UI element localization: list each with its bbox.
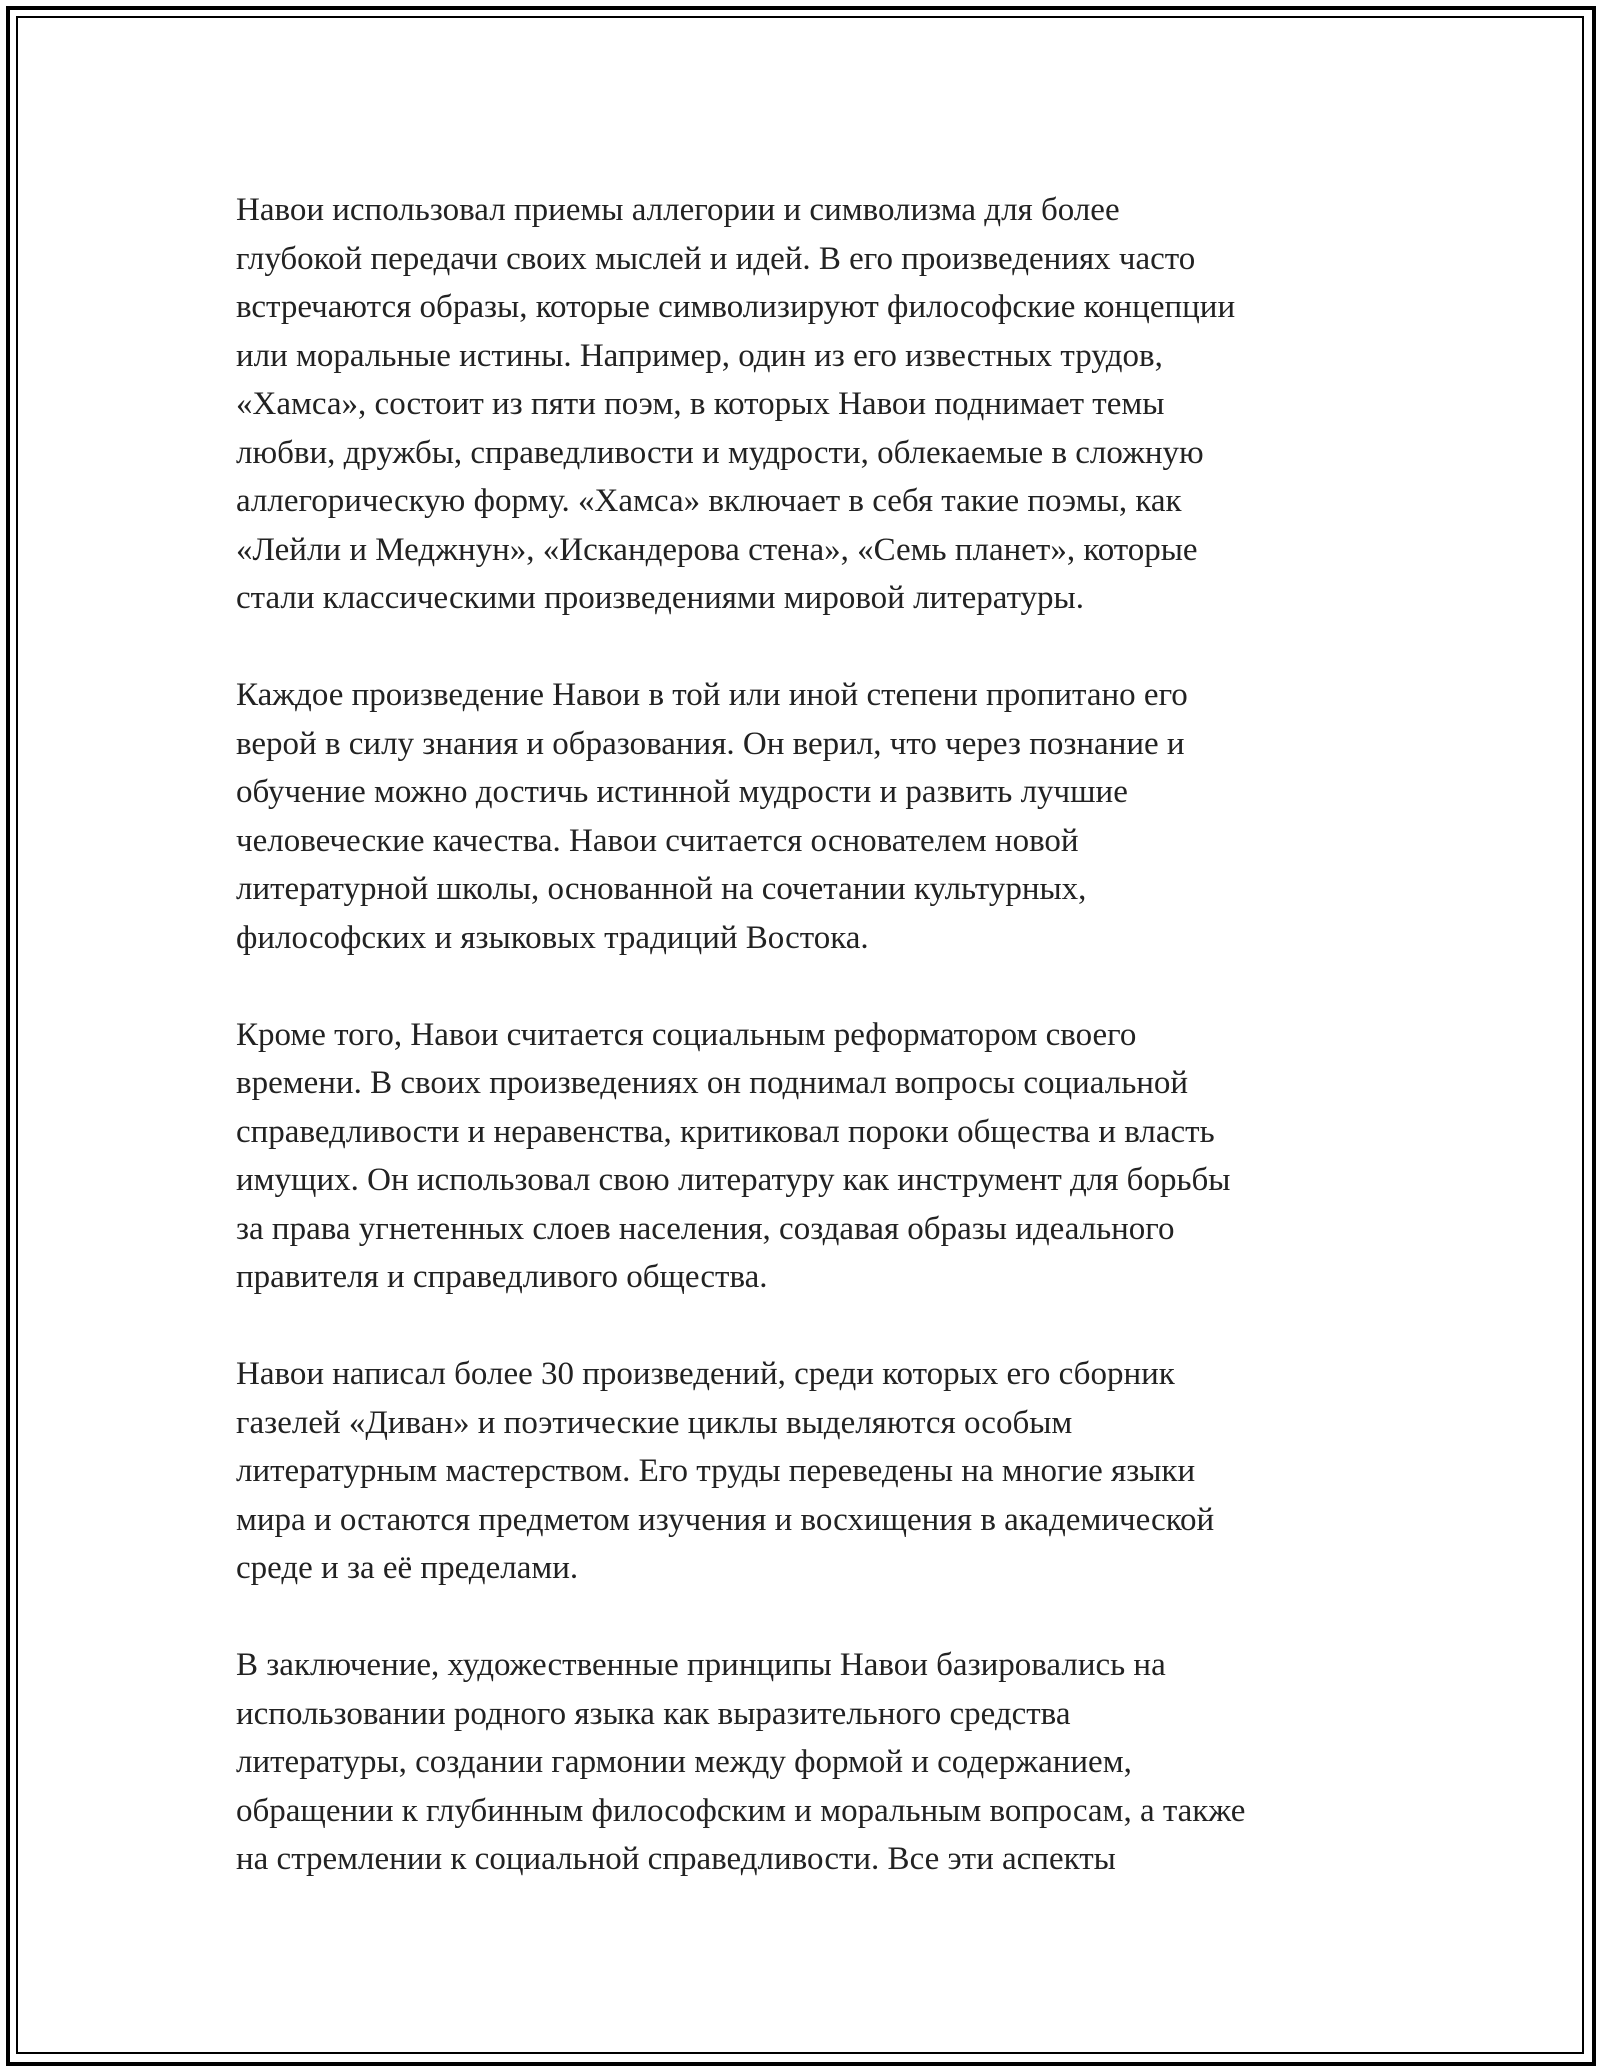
text-line: встречаются образы, которые символизируют философские концепции [236,289,1236,325]
text-line: Кроме того, Навои считается социальным реформатором своего [236,1016,1137,1053]
text-line: правителя и справедливого общества. [236,1259,768,1295]
text-line: философских и языковых традиций Востока. [236,919,869,956]
text-line: верой в силу знания и образования. Он верил, что через познание и [236,725,1185,762]
text-line: имущих. Он использовал свою литературу как инструмент для борьбы [236,1162,1231,1198]
text-line: В заключение, художественные принципы Навои базировались на [236,1647,1166,1683]
text-line: справедливости и неравенства, критиковал пороки общества и власть [236,1113,1215,1150]
text-line: литературы, создании гармонии между формой и содержанием, [236,1744,1132,1780]
text-line: Навои использовал приемы аллегории и символизма для более [236,192,1120,228]
text-line: литературным мастерством. Его труды переведены на многие языки [236,1453,1196,1489]
text-line: газелей «Диван» и поэтические циклы выделяются особым [236,1404,1073,1441]
paragraph-4 [236,1350,1356,1593]
text-line: аллегорическую форму. «Хамса» включает в себя такие поэмы, как [236,483,1182,519]
text-line: литературной школы, основанной на сочетании культурных, [236,871,1087,907]
paragraph-3 [236,1011,1356,1302]
document-body [236,186,1356,1932]
text-line: Навои написал более 30 произведений, среди которых его сборник [236,1356,1175,1392]
paragraph-5 [236,1641,1356,1884]
paragraph-2 [236,671,1356,962]
text-line: глубокой передачи своих мыслей и идей. В его произведениях часто [236,240,1196,277]
text-line: «Лейли и Меджнун», «Искандерова стена», «Семь планет», которые [236,531,1198,568]
text-line: любви, дружбы, справедливости и мудрости, облекаемые в сложную [236,434,1204,471]
text-line: на стремлении к социальной справедливости. Все эти аспекты [236,1841,1116,1877]
text-line: обращении к глубинным философским и моральным вопросам, а также [236,1792,1246,1829]
text-line: Каждое произведение Навои в той или иной степени пропитано его [236,677,1188,713]
text-line: использовании родного языка как выразительного средства [236,1695,1071,1732]
text-line: обучение можно достичь истинной мудрости и развить лучшие [236,774,1128,810]
text-line: среде и за её пределами. [236,1550,579,1586]
text-line: за права угнетенных слоев населения, создавая образы идеального [236,1210,1175,1247]
text-line: человеческие качества. Навои считается основателем новой [236,822,1079,859]
paragraph-1 [236,186,1356,623]
text-line: стали классическими произведениями мировой литературы. [236,580,1084,616]
text-line: «Хамса», состоит из пяти поэм, в которых Навои поднимает темы [236,386,1165,422]
text-line: времени. В своих произведениях он поднимал вопросы социальной [236,1065,1189,1101]
text-line: мира и остаются предметом изучения и восхищения в академической [236,1501,1215,1538]
text-line: или моральные истины. Например, один из его известных трудов, [236,337,1163,374]
